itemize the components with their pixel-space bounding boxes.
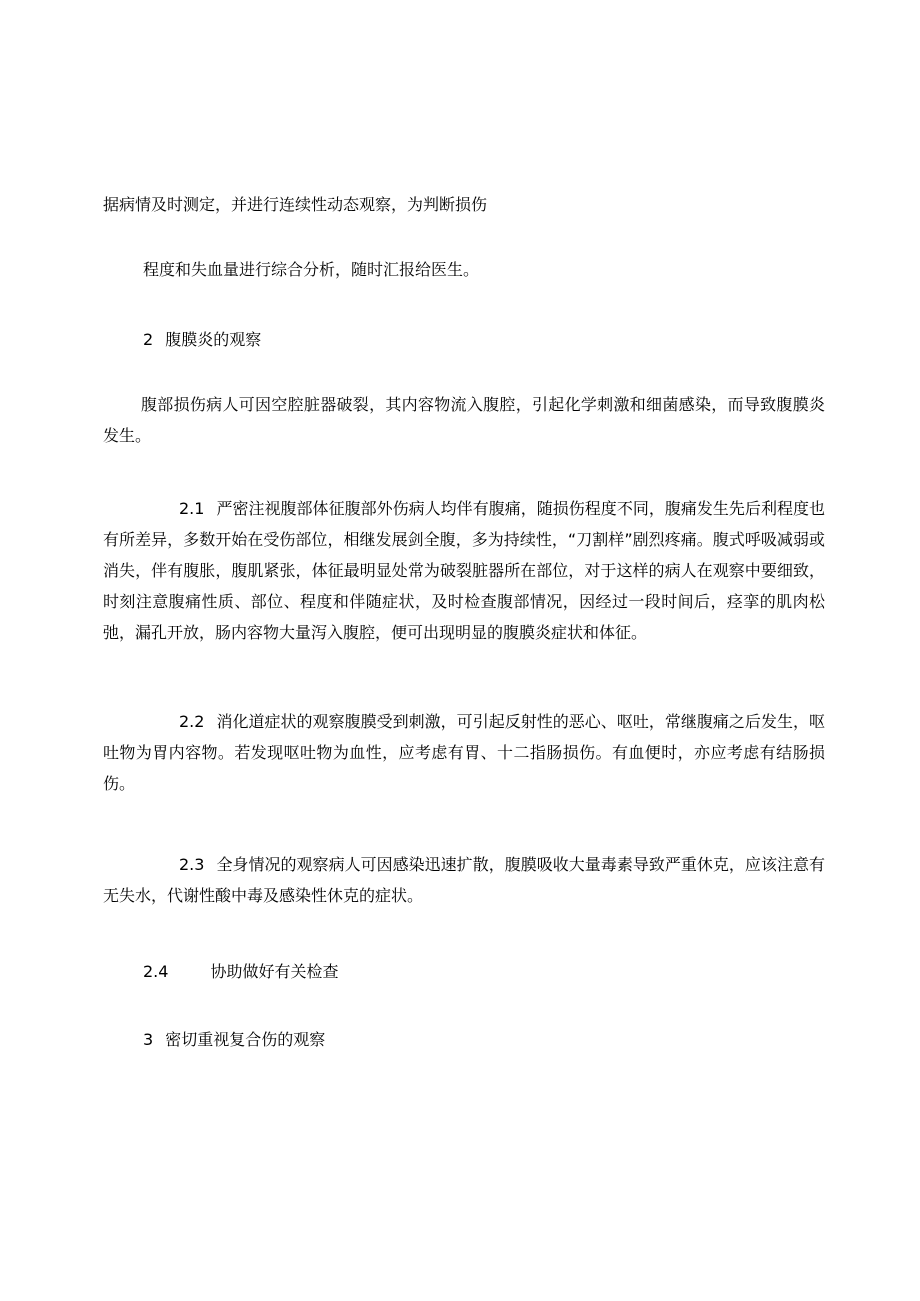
paragraph-intro — [103, 389, 825, 451]
text-line: 据病情及时测定，并进行连续性动态观察，为判断损伤 — [103, 195, 488, 214]
paragraph-text: 严密注视腹部体征腹部外伤病人均伴有腹痛，随损伤程度不同，腹痛发生先后利程度也有所差异，多数开始在受伤部位，相继发展剑全腹，多为持续性，“刀割样”剧烈疼痛。腹式呼吸减弱或消失，伴有腹胀，腹肌紧张，体征最明显处常为破裂脏器所在部位，对于这样的病人在观察中要细致，时刻注意腹痛性质、部位、程度和伴随症状，及时检查腹部情况，因经过一段时间后，痉挛的肌肉松弛，漏孔开放，肠内容物大量泻入腹腔，便可出现明显的腹膜炎症状和体征。 — [103, 499, 825, 642]
item-text: 协助做好有关检查 — [210, 962, 339, 981]
paragraph-continuation-line-2 — [143, 259, 479, 281]
section-heading-3 — [143, 1029, 325, 1051]
paragraph-text: 腹部损伤病人可因空腔脏器破裂，其内容物流入腹腔，引起化学刺激和细菌感染，而导致腹膜炎发生。 — [103, 395, 825, 445]
section-title: 密切重视复合伤的观察 — [165, 1030, 326, 1049]
paragraph-text: 全身情况的观察病人可因感染迅速扩散，腹膜吸收大量毒素导致严重休克，应该注意有无失水，代谢性酸中毒及感染性休克的症状。 — [103, 855, 825, 905]
item-2-4 — [143, 961, 338, 983]
subsection-number: 2.4 — [143, 962, 169, 981]
paragraph-2-3 — [103, 849, 825, 911]
subsection-number: 2.3 — [179, 855, 205, 874]
text-line: 程度和失血量进行综合分析，随时汇报给医生。 — [143, 260, 480, 279]
paragraph-text: 消化道症状的观察腹膜受到刺激，可引起反射性的恶心、呕吐，常继腹痛之后发生，呕吐物为胃内容物。若发现呕吐物为血性，应考虑有胃、十二指肠损伤。有血便时，亦应考虑有结肠损伤。 — [103, 712, 825, 793]
section-number: 3 — [143, 1030, 154, 1049]
section-heading-2 — [143, 329, 261, 351]
subsection-number: 2.2 — [179, 712, 205, 731]
paragraph-2-2 — [103, 706, 825, 799]
paragraph-continuation-line-1 — [103, 189, 825, 220]
paragraph-2-1 — [103, 493, 825, 648]
section-number: 2 — [143, 330, 154, 349]
subsection-number: 2.1 — [179, 499, 205, 518]
section-title: 腹膜炎的观察 — [165, 330, 262, 349]
